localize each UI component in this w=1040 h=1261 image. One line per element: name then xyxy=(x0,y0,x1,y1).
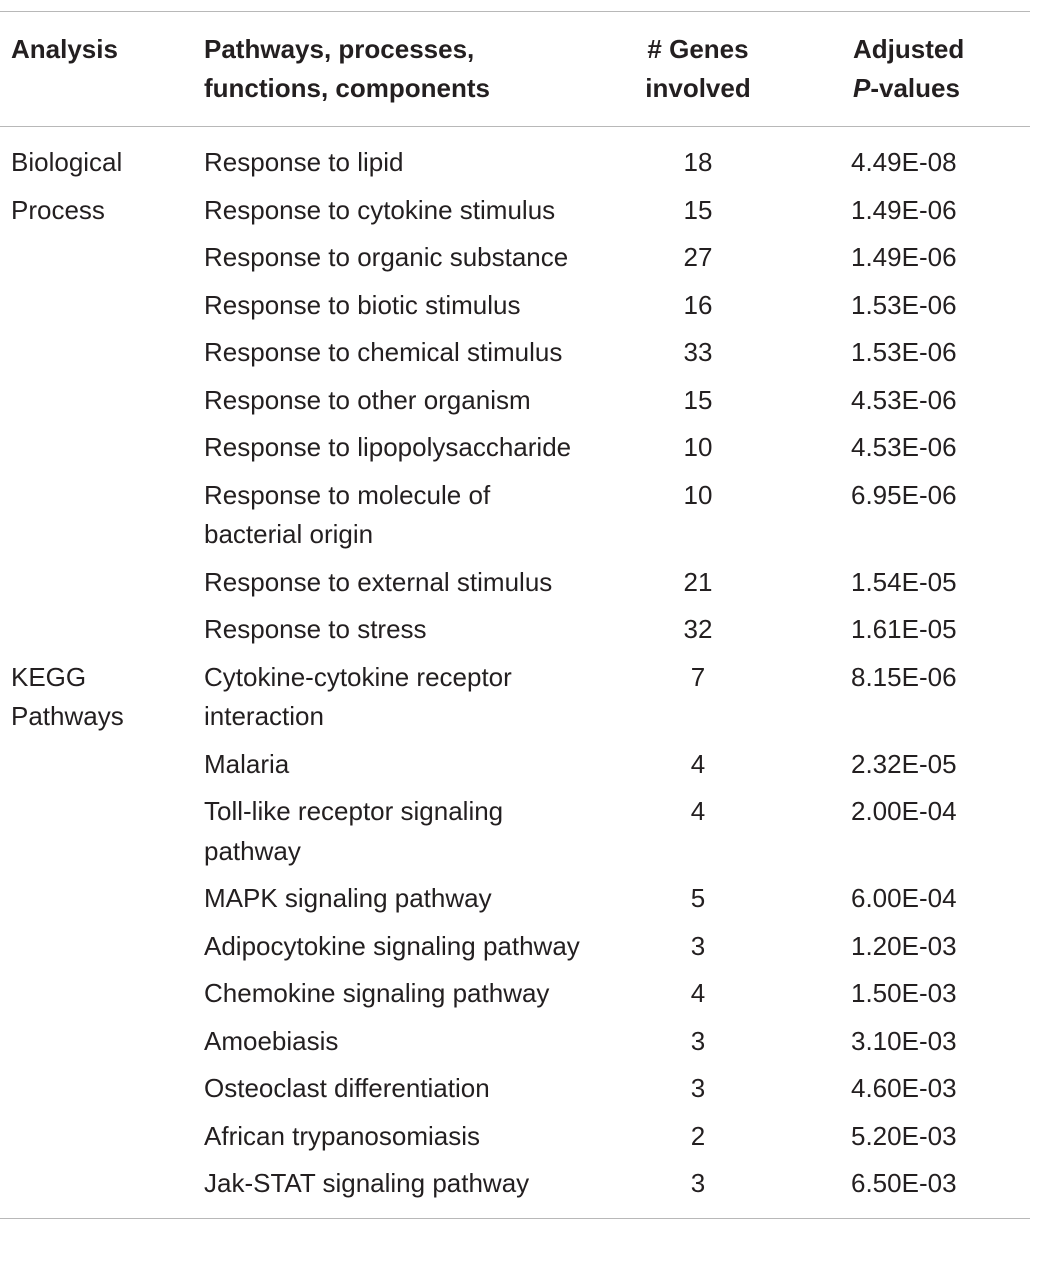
pvalue-cell: 4.53E-06 xyxy=(851,432,957,462)
enrichment-table xyxy=(0,11,1030,1219)
pathway-cell: Cytokine-cytokine receptor interaction xyxy=(204,661,512,731)
genes-cell: 3 xyxy=(690,930,706,961)
genes-cell: 18 xyxy=(683,147,713,177)
table-header xyxy=(0,12,1030,127)
genes-cell: 16 xyxy=(683,289,713,320)
pathway-cell: Jak-STAT signaling pathway xyxy=(204,1168,530,1198)
pathway-cell: Adipocytokine signaling pathway xyxy=(204,930,580,961)
genes-cell: 3 xyxy=(690,1073,706,1103)
header-pvalues-italic: P xyxy=(853,73,871,103)
analysis-cell xyxy=(0,127,193,654)
pvalue-cell: 4.60E-03 xyxy=(851,1073,957,1103)
pvalue-cell: 3.10E-03 xyxy=(851,1025,957,1056)
analysis-cell xyxy=(0,654,193,1219)
pvalue-cell: 2.00E-04 xyxy=(851,796,957,826)
pvalue-cell: 6.00E-04 xyxy=(851,883,957,913)
pathway-cell: Malaria xyxy=(204,748,290,779)
pvalue-cell: 4.49E-08 xyxy=(851,147,957,177)
pvalue-cell: 2.32E-05 xyxy=(851,748,957,779)
pvalue-cell: 5.20E-03 xyxy=(851,1120,957,1151)
genes-cell: 7 xyxy=(690,661,706,692)
table-row xyxy=(0,654,1030,741)
table-row xyxy=(0,127,1030,187)
pvalue-cell: 6.50E-03 xyxy=(851,1168,957,1198)
header-row xyxy=(0,12,1030,127)
pathway-cell: Response to external stimulus xyxy=(204,566,553,597)
genes-cell: 10 xyxy=(683,479,713,510)
genes-cell: 2 xyxy=(690,1120,706,1151)
genes-cell: 15 xyxy=(683,384,713,415)
pathway-cell: Osteoclast differentiation xyxy=(204,1073,490,1103)
pathway-cell: Response to cytokine stimulus xyxy=(204,194,556,225)
pathway-cell: Toll-like receptor signaling pathway xyxy=(204,796,504,866)
genes-cell: 27 xyxy=(683,242,713,272)
pvalue-cell: 1.20E-03 xyxy=(851,930,957,961)
analysis-group-label: KEGG Pathways xyxy=(11,661,124,731)
pathway-cell: Response to lipid xyxy=(204,147,404,177)
pathway-cell: Response to stress xyxy=(204,614,427,644)
pvalue-cell: 1.61E-05 xyxy=(851,614,957,644)
pathway-cell: Response to molecule of bacterial origin xyxy=(204,479,491,549)
pathway-cell: Chemokine signaling pathway xyxy=(204,978,550,1008)
genes-cell: 32 xyxy=(683,614,713,644)
pvalue-cell: 1.49E-06 xyxy=(851,242,957,272)
genes-cell: 3 xyxy=(690,1025,706,1056)
header-analysis: Analysis xyxy=(11,34,118,64)
genes-cell: 15 xyxy=(683,194,713,225)
genes-cell: 10 xyxy=(683,432,713,462)
pvalue-cell: 1.53E-06 xyxy=(851,337,957,367)
pvalue-cell: 1.54E-05 xyxy=(851,566,957,597)
pathway-cell: Response to lipopolysaccharide xyxy=(204,432,572,462)
header-genes: # Genes involved xyxy=(645,34,751,103)
pvalue-cell: 8.15E-06 xyxy=(851,661,957,692)
pathway-cell: Response to biotic stimulus xyxy=(204,289,521,320)
table-body xyxy=(0,127,1030,1219)
header-pvalues-suffix: -values xyxy=(870,73,960,103)
pvalue-cell: 4.53E-06 xyxy=(851,384,957,415)
genes-cell: 3 xyxy=(690,1168,706,1198)
genes-cell: 4 xyxy=(690,978,706,1008)
pathway-cell: Response to chemical stimulus xyxy=(204,337,563,367)
pvalue-cell: 1.50E-03 xyxy=(851,978,957,1008)
pvalue-cell: 6.95E-06 xyxy=(851,479,957,510)
analysis-group-label: Biological Process xyxy=(11,147,123,225)
pathway-cell: Response to organic substance xyxy=(204,242,569,272)
genes-cell: 33 xyxy=(683,337,713,367)
genes-cell: 21 xyxy=(683,566,713,597)
pvalue-cell: 1.53E-06 xyxy=(851,289,957,320)
genes-cell: 4 xyxy=(690,796,706,826)
header-pathways: Pathways, processes, functions, components xyxy=(204,34,490,103)
header-pvalues-prefix: Adjusted xyxy=(853,34,965,64)
pathway-cell: African trypanosomiasis xyxy=(204,1120,480,1151)
genes-cell: 5 xyxy=(690,883,706,913)
pathway-cell: MAPK signaling pathway xyxy=(204,883,492,913)
genes-cell: 4 xyxy=(690,748,706,779)
pathway-cell: Amoebiasis xyxy=(204,1025,339,1056)
pathway-cell: Response to other organism xyxy=(204,384,531,415)
pvalue-cell: 1.49E-06 xyxy=(851,194,957,225)
header-pvalues xyxy=(803,12,1030,127)
